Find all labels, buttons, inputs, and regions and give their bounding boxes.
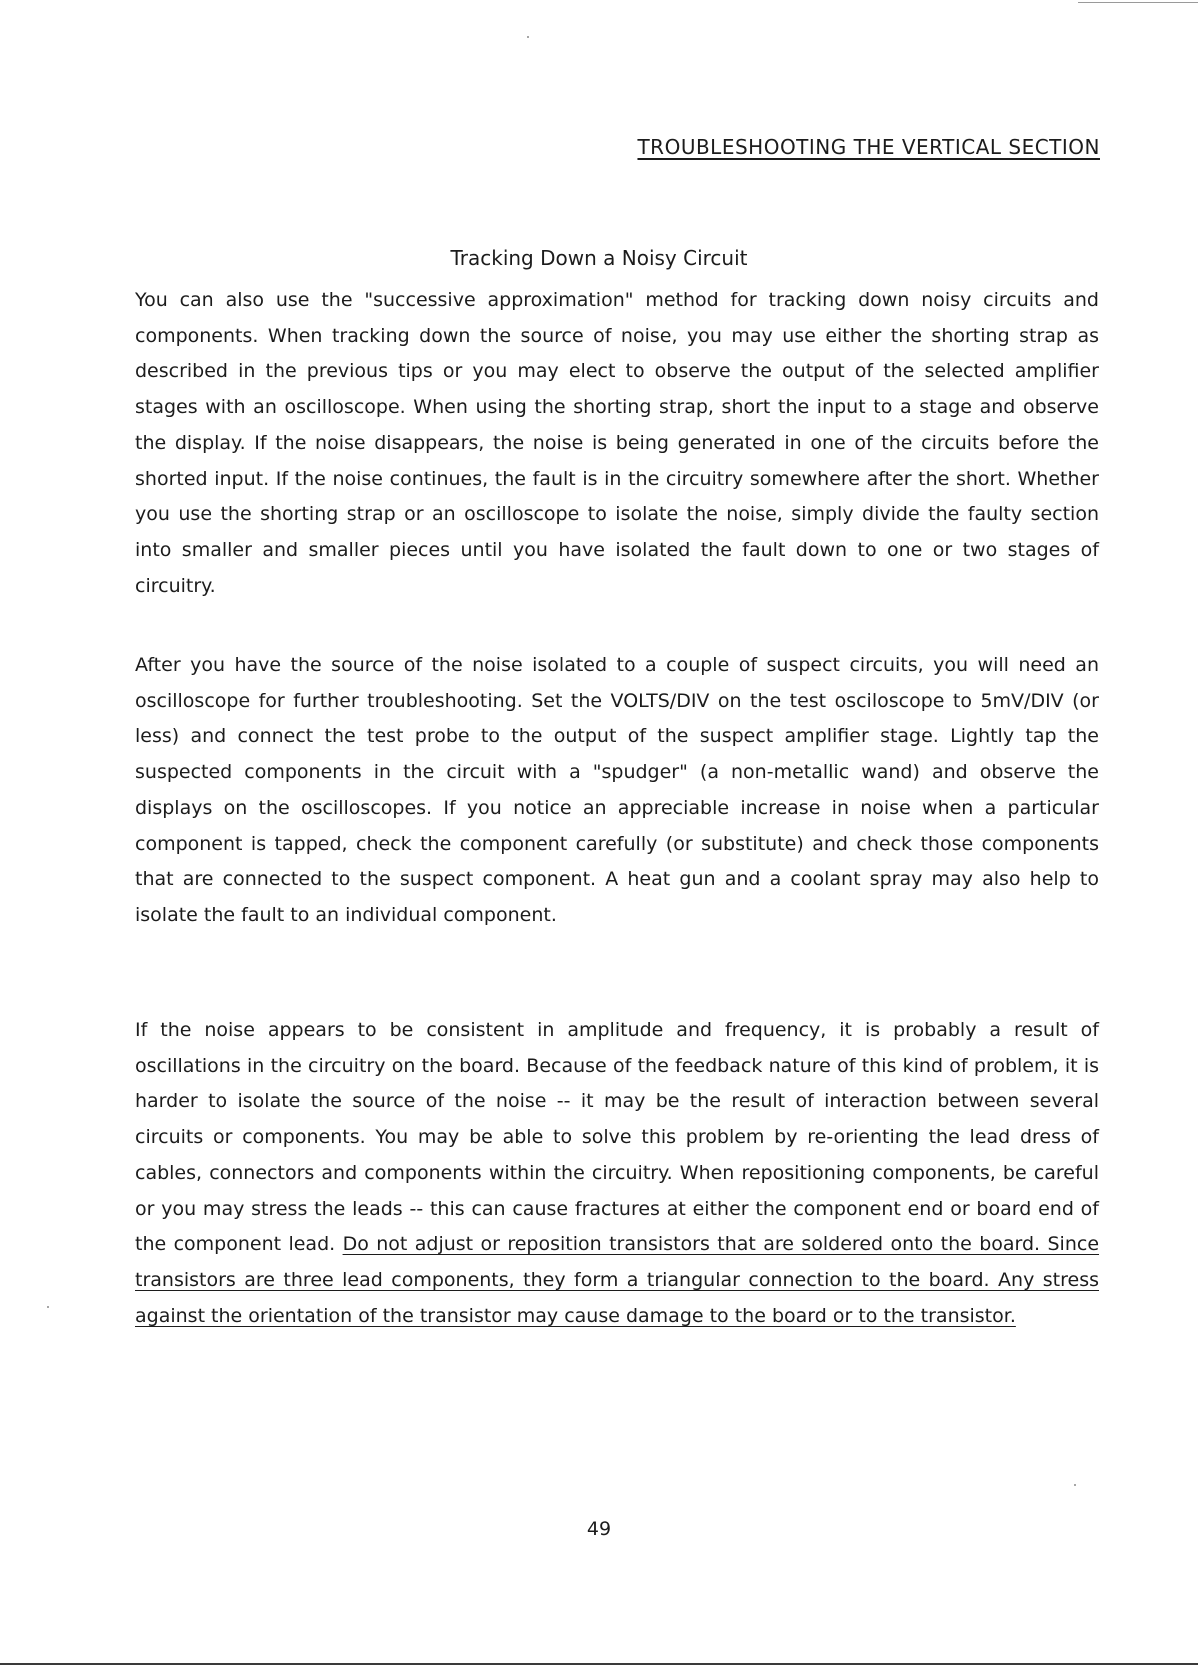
scan-speck [1074,1484,1076,1486]
page-number: 49 [586,1518,612,1540]
running-header: TROUBLESHOOTING THE VERTICAL SECTION [637,135,1100,159]
body-paragraph-2: After you have the source of the noise isolated to a couple of suspect circuits, you will need an oscilloscope for further troubleshooting. Set the VOLTS/DIV on the test osciloscope to 5mV/DIV (or less) and connect the test probe to the output of the suspect amplifier stage. Lightly tap the suspected components in the circuit with a "spudger" (a non-metallic wand) and observe the displays on the oscilloscopes. If you notice an appreciable increase in noise when a particular component is tapped, check the component carefully (or substitute) and check those components that are connected to the suspect component. A heat gun and a coolant spray may also help to isolate the fault to an individual component. [135,654,1099,926]
scan-speck [47,1306,49,1308]
body-paragraph-3 [135,1013,1099,1334]
scan-speck [527,36,529,38]
paragraph-3-text: If the noise appears to be consistent in amplitude and frequency, it is probably a result of oscillations in the circuitry on the board. Because of the feedback nature of this kind of problem, it is harder to isolate the source of the noise -- it may be the result of interaction between several circuits or components. You may be able to solve this problem by re-orienting the lead dress of cables, connectors and components within the circuitry. When repositioning components, be careful or you may stress the leads -- this can cause fractures at either the component end or board end of the component lead. [135,1019,1099,1256]
underlined-warning: Do not adjust or reposition transistors that are soldered onto the board. Since transistors are three lead components, they form a triangular connection to the board. Any stress against the orientation of the transistor may cause damage to the board or to the transistor. [135,1233,1100,1327]
section-title: Tracking Down a Noisy Circuit [450,246,748,270]
body-paragraph-1: You can also use the "successive approximation" method for tracking down noisy circuits and components. When tracking down the source of noise, you may use either the shorting strap as described in the previous tips or you may elect to observe the output of the selected amplifier stages with an oscilloscope. When using the shorting strap, short the input to a stage and observe the display. If the noise disappears, the noise is being generated in one of the circuits before the shorted input. If the noise continues, the fault is in the circuitry somewhere after the short. Whether you use the shorting strap or an oscilloscope to isolate the noise, simply divide the faulty section into smaller and smaller pieces until you have isolated the fault down to one or two stages of circuitry. [135,289,1099,597]
scan-edge-top [1078,2,1198,3]
